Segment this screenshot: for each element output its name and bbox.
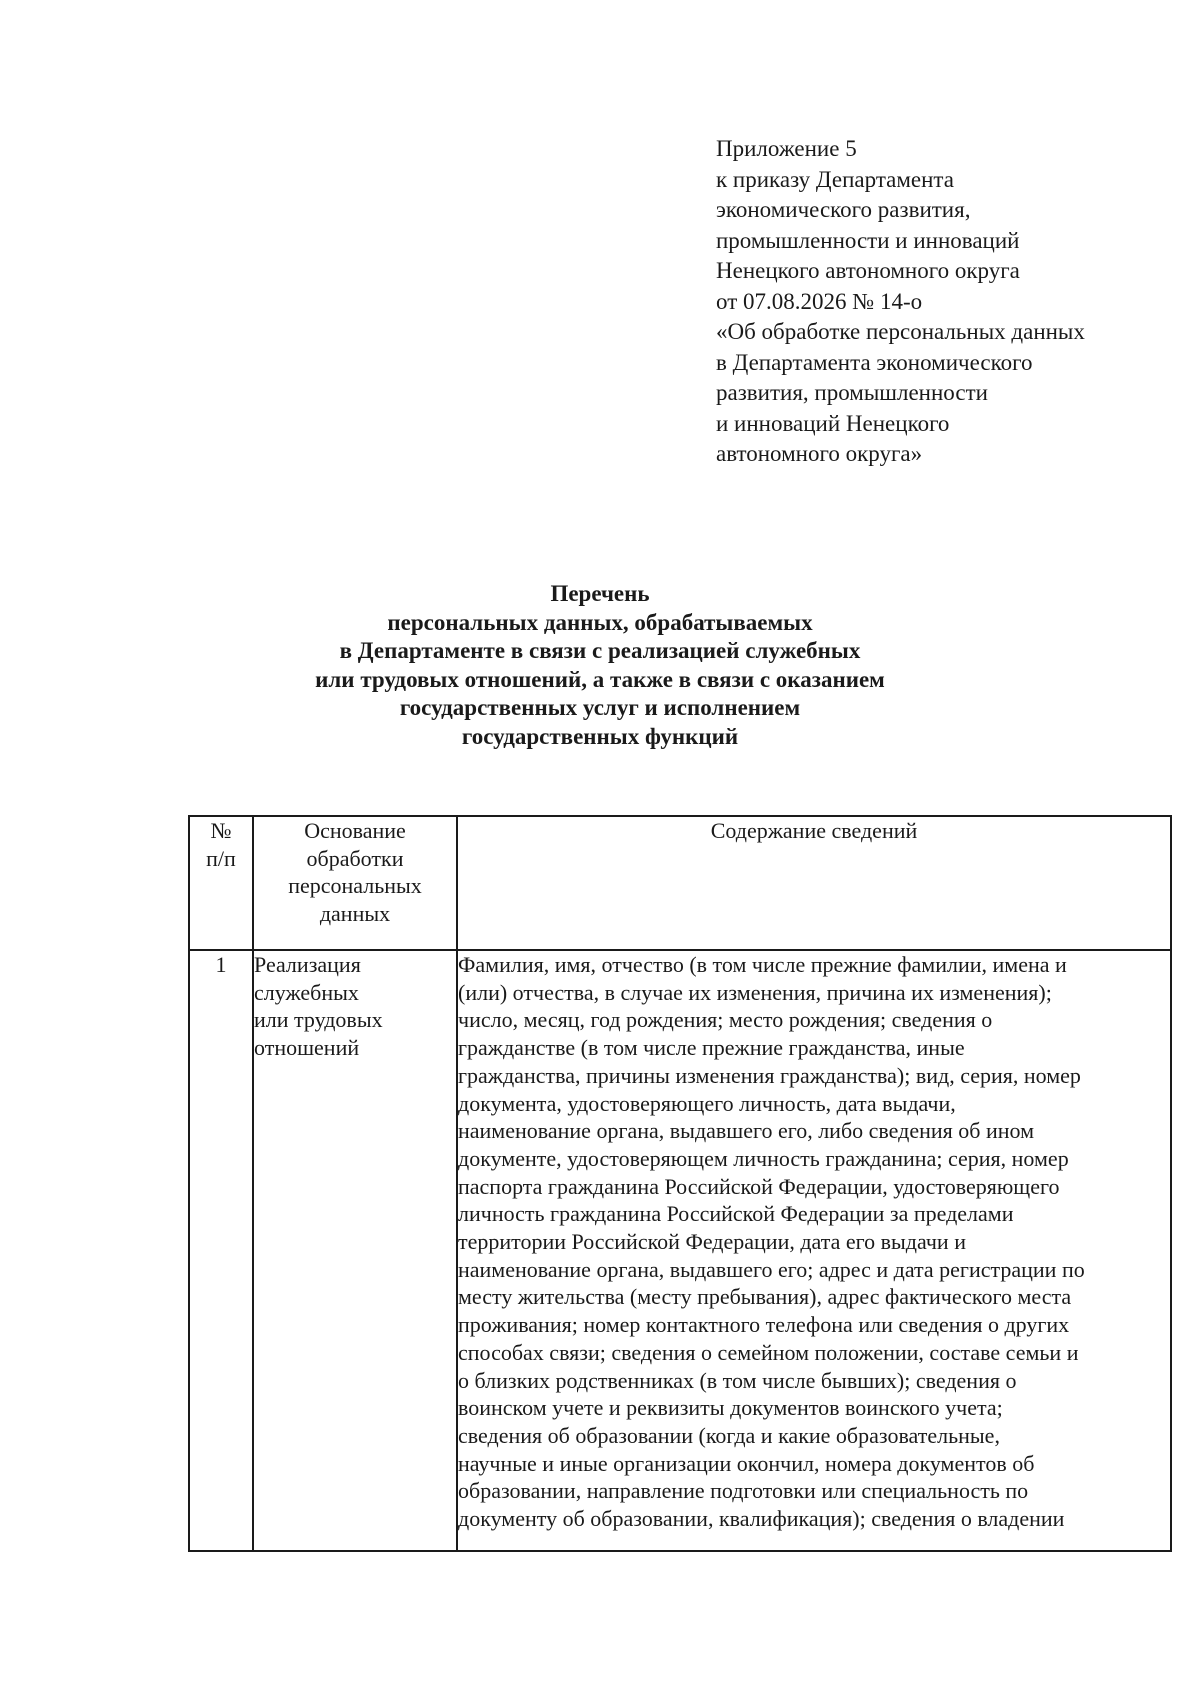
table-row: [189, 950, 1171, 1551]
appendix-line: «Об обработке персональных данных: [716, 319, 1085, 344]
title-line: или трудовых отношений, а также в связи с оказанием: [315, 666, 885, 692]
content-line: научные и иные организации окончил, номера документов об: [458, 1450, 1035, 1476]
appendix-line: от 07.08.2026 № 14-о: [716, 288, 923, 314]
header-basis-line: персональных: [288, 873, 422, 899]
row-content: [457, 950, 1171, 1551]
content-line: Фамилия, имя, отчество (в том числе прежние фамилии, имена и: [458, 952, 1067, 977]
content-line: проживания; номер контактного телефона или сведения о других: [458, 1312, 1070, 1338]
content-line: гражданстве (в том числе прежние гражданства, иные: [458, 1035, 965, 1061]
content-line: документу об образовании, квалификация); сведения о владении: [458, 1506, 1065, 1532]
appendix-line: к приказу Департамента: [716, 166, 954, 192]
document-title: [150, 580, 1050, 751]
content-line: воинском учете и реквизиты документов воинского учета;: [458, 1395, 1003, 1421]
row-basis-line: или трудовых: [254, 1007, 383, 1033]
appendix-line: и инноваций Ненецкого: [716, 410, 950, 436]
content-line: образовании, направление подготовки или специальность по: [458, 1478, 1029, 1504]
content-line: территории Российской Федерации, дата его выдачи и: [458, 1229, 966, 1255]
content-line: личность гражданина Российской Федерации за пределами: [458, 1201, 1014, 1227]
content-line: паспорта гражданина Российской Федерации, удостоверяющего: [458, 1173, 1060, 1199]
content-line: документа, удостоверяющего личность, дата выдачи,: [458, 1090, 956, 1116]
header-number-line: п/п: [206, 845, 236, 871]
content-line: (или) отчества, в случае их изменения, причина их изменения);: [458, 979, 1052, 1005]
appendix-line: Ненецкого автономного округа: [716, 258, 1020, 283]
title-line: государственных функций: [461, 723, 739, 749]
row-basis-line: служебных: [254, 979, 359, 1005]
content-line: наименование органа, выдавшего его, либо сведения об ином: [458, 1118, 1035, 1144]
header-number: [189, 816, 253, 950]
header-basis-line: обработки: [306, 845, 404, 871]
title-line: государственных услуг и исполнением: [399, 695, 801, 720]
content-line: сведения об образовании (когда и какие образовательные,: [458, 1422, 1000, 1448]
content-line: наименование органа, выдавшего его; адрес и дата регистрации по: [458, 1256, 1085, 1282]
row-basis: [253, 950, 457, 1551]
row-basis-line: Реализация: [254, 952, 361, 977]
appendix-line: в Департамента экономического: [716, 349, 1033, 375]
content-line: документе, удостоверяющем личность гражданина; серия, номер: [458, 1145, 1069, 1171]
title-line: Перечень: [550, 581, 650, 606]
title-line: в Департаменте в связи с реализацией служебных: [339, 638, 861, 663]
row-basis-line: отношений: [254, 1035, 360, 1061]
header-content: [457, 816, 1171, 950]
appendix-line: автономного округа»: [716, 441, 923, 466]
content-line: способах связи; сведения о семейном положении, составе семьи и: [458, 1339, 1079, 1365]
header-basis-line: Основание: [304, 818, 406, 843]
header-basis: [253, 816, 457, 950]
header-basis-line: данных: [319, 901, 391, 927]
appendix-line: Приложение 5: [716, 136, 857, 161]
row-number: 1: [189, 950, 253, 1551]
appendix-header: [716, 134, 1156, 470]
content-line: о близких родственниках (в том числе бывших); сведения о: [458, 1367, 1017, 1393]
content-line: гражданства, причины изменения гражданства); вид, серия, номер: [458, 1062, 1081, 1088]
appendix-line: промышленности и инноваций: [716, 227, 1020, 253]
content-line: месту жительства (месту пребывания), адрес фактического места: [458, 1284, 1072, 1310]
content-line: число, месяц, год рождения; место рождения; сведения о: [458, 1007, 993, 1033]
title-line: персональных данных, обрабатываемых: [387, 609, 813, 635]
header-number-line: №: [210, 818, 232, 843]
header-content-line: Содержание сведений: [710, 818, 918, 843]
appendix-line: экономического развития,: [716, 197, 971, 222]
table-header-row: [189, 816, 1171, 950]
appendix-line: развития, промышленности: [716, 380, 988, 405]
personal-data-table: [188, 815, 1172, 1552]
